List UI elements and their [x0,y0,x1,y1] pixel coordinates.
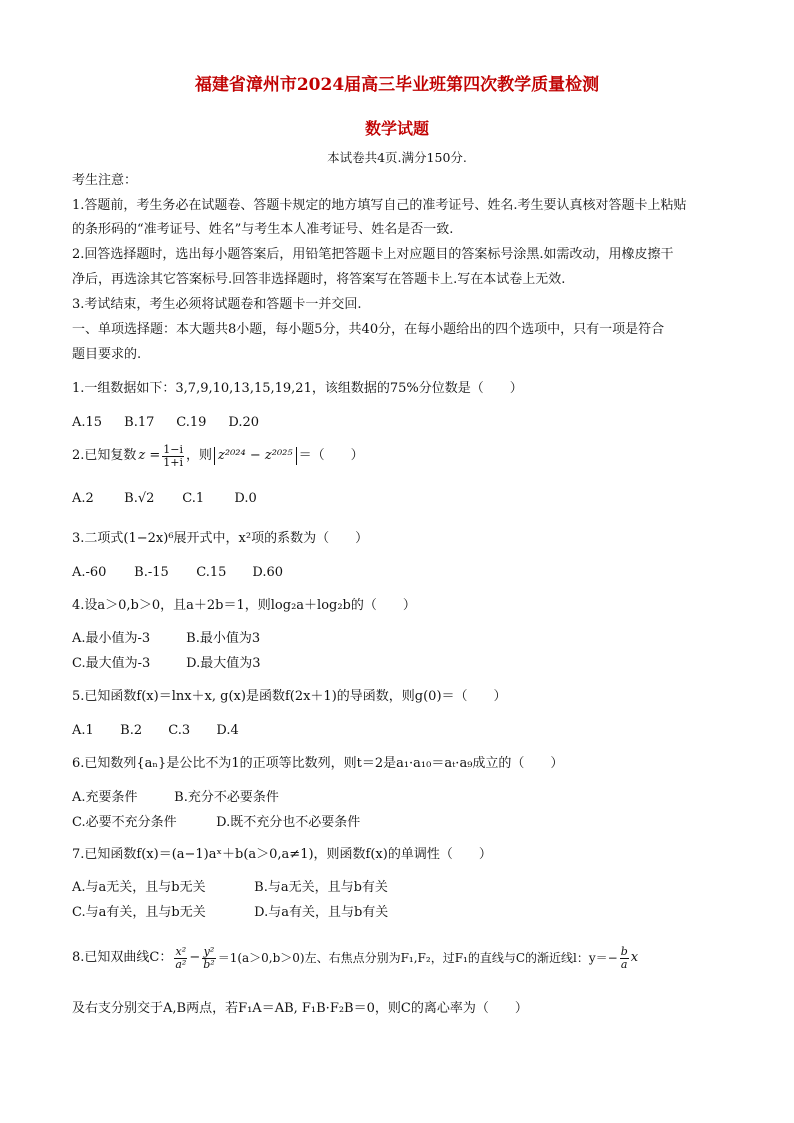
q5-option-d: D.4 [216,723,239,738]
q2-post: ＝（ ） [298,448,364,463]
q3-option-b: B.-15 [134,565,169,580]
q5-option-a: A.1 [72,723,94,738]
q5-option-c: C.3 [168,723,191,738]
q8-fy-num: y² [203,944,215,958]
q6-option-b: B.充分不必要条件 [174,790,279,805]
question-5-options [72,722,732,740]
q8-minus: − [189,950,201,965]
instruction-1a: 1.答题前，考生务必在试题卷、答题卡规定的地方填写自己的准考证号、姓名.考生要认真核对答题卡上粘贴 [72,198,687,213]
question-6-stem: 6.已知数列{aₙ}是公比不为1的正项等比数列，则t＝2是a₁·a₁₀＝aₜ·a₉成立的（ ） [72,756,564,771]
exam-title: 福建省漳州市2024届高三毕业班第四次教学质量检测 [194,75,600,95]
section-1-heading-a: 一、单项选择题：本大题共8小题，每小题5分，共40分，在每小题给出的四个选项中，只有一项是符合 [72,322,665,337]
q1-option-c: C.19 [176,415,207,430]
q8-fraction-ba [620,946,629,971]
q2-pre: 2.已知复数 [72,448,137,463]
question-8-stem [72,940,724,976]
q2-fraction-num: 1−i [163,442,184,456]
q8-fraction-y [202,946,215,971]
section-1-heading-b: 题目要求的. [72,347,142,362]
q6-option-c: C.必要不充分条件 [72,815,177,830]
question-1-stem: 1.一组数据如下：3,7,9,10,13,15,19,21，该组数据的75%分位数是（ ） [72,381,523,396]
q1-option-a: A.15 [72,415,103,430]
question-4-options-row2 [72,655,732,673]
q3-option-d: D.60 [252,565,284,580]
q8-pre: 8.已知双曲线C： [72,950,173,965]
q1-option-d: D.20 [228,415,260,430]
exam-subtitle: 数学试题 [364,119,429,138]
question-1-options [72,414,732,432]
question-8-stem-line2: 及右支分别交于A,B两点，若F₁A＝AB, F₁B·F₂B＝0，则C的离心率为（ ） [72,1001,528,1016]
question-3-stem: 3.二项式(1−2x)⁶展开式中，x²项的系数为（ ） [72,531,369,546]
q4-option-c: C.最大值为-3 [72,656,151,671]
q4-option-a: A.最小值为-3 [72,631,151,646]
question-2-stem [72,440,732,472]
question-4-options-row1 [72,630,732,648]
q3-option-c: C.15 [196,565,227,580]
q2-z: z = [138,448,161,463]
q6-option-d: D.既不充分也不必要条件 [216,815,361,830]
q8-post: x [630,950,639,965]
q7-option-b: B.与a无关，且与b有关 [254,880,388,895]
q2-option-b: B.√2 [124,491,155,506]
q2-abs: z²⁰²⁴ − z²⁰²⁵ [214,447,297,465]
q8-fraction-x [174,946,187,971]
q2-option-c: C.1 [182,491,205,506]
q2-option-d: D.0 [234,491,257,506]
q2-option-a: A.2 [72,491,94,506]
q7-option-a: A.与a无关，且与b无关 [72,880,206,895]
q4-option-d: D.最大值为3 [186,656,261,671]
question-5-stem: 5.已知函数f(x)＝lnx＋x, g(x)是函数f(2x＋1)的导函数，则g(0)＝（ ） [72,689,507,704]
q8-fb-den: a [620,957,628,971]
question-7-options-row2 [72,904,732,922]
q2-fraction-den: 1+i [163,455,184,469]
question-3-options [72,564,732,582]
question-6-options-row2 [72,814,732,832]
instruction-2a: 2.回答选择题时，选出每小题答案后，用铅笔把答题卡上对应题目的答案标号涂黑.如需改动，用橡皮擦干 [72,247,674,262]
instruction-3: 3.考试结束，考生必须将试题卷和答题卡一并交回. [72,297,362,312]
q7-option-c: C.与a有关，且与b无关 [72,905,206,920]
question-6-options-row1 [72,789,732,807]
instruction-1b: 的条形码的“准考证号、姓名”与考生本人准考证号、姓名是否一致. [72,222,454,237]
question-4-stem: 4.设a＞0,b＞0，且a＋2b＝1，则log₂a＋log₂b的（ ） [72,598,416,613]
question-2-options [72,490,732,508]
question-7-stem: 7.已知函数f(x)＝(a−1)aˣ＋b(a＞0,a≠1)，则函数f(x)的单调性（ ） [72,847,492,862]
q8-fx-num: x² [175,944,187,958]
q3-option-a: A.-60 [72,565,107,580]
q6-option-a: A.充要条件 [72,790,138,805]
q8-fy-den: b² [203,957,215,971]
q2-mid: ，则 [186,448,213,463]
q1-option-b: B.17 [124,415,155,430]
q7-option-d: D.与a有关，且与b有关 [254,905,389,920]
q8-fx-den: a² [175,957,187,971]
q5-option-b: B.2 [120,723,143,738]
q8-mid: ＝1(a＞0,b＞0)左、右焦点分别为F₁,F₂，过F₁的直线与C的渐近线l：y＝− [217,951,618,965]
instructions-heading: 考生注意： [72,173,138,188]
q4-option-b: B.最小值为3 [186,631,261,646]
q2-fraction [162,444,184,469]
instruction-2b: 净后，再选涂其它答案标号.回答非选择题时，将答案写在答题卡上.写在本试卷上无效. [72,272,566,287]
question-7-options-row1 [72,879,732,897]
exam-note: 本试卷共4页.满分150分. [327,150,467,165]
q8-fb-num: b [620,944,628,958]
